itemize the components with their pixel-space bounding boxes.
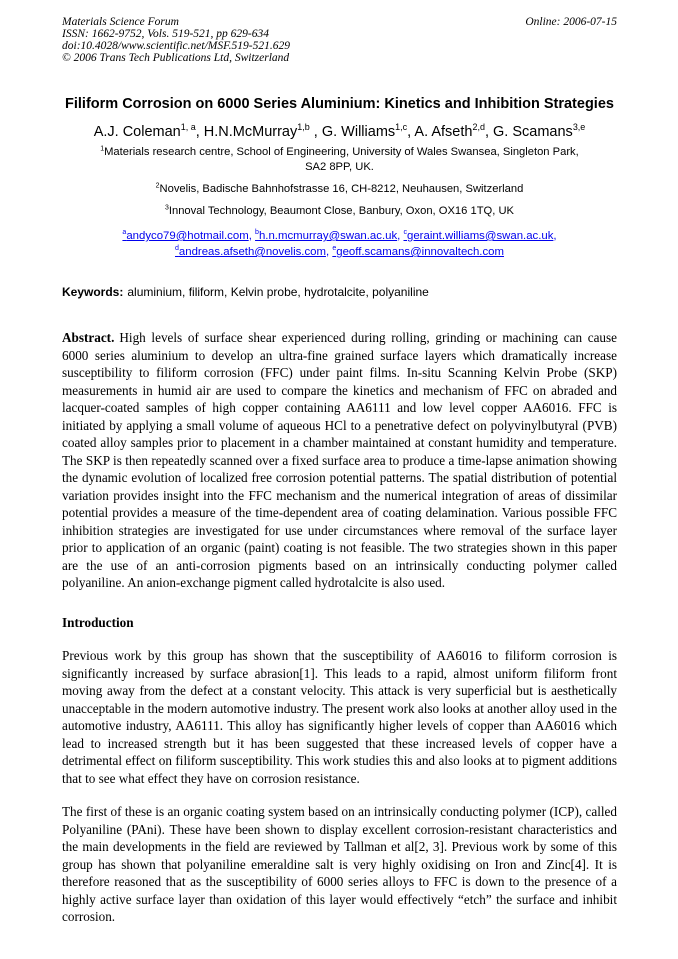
email-line-1 xyxy=(62,228,617,244)
author-name: A.J. Coleman xyxy=(93,124,181,140)
author-affil-sup: 3,e xyxy=(572,122,586,133)
author xyxy=(204,124,322,140)
email-separator: , xyxy=(325,246,333,258)
email-address: geraint.williams@swan.ac.uk xyxy=(407,230,554,242)
email-link[interactable] xyxy=(403,230,553,242)
keywords-label: Keywords: xyxy=(62,285,124,299)
email-link[interactable] xyxy=(255,230,397,242)
abstract-label: Abstract. xyxy=(62,330,115,345)
email-sup: d xyxy=(175,245,179,253)
author-separator: , xyxy=(195,124,204,140)
abstract-paragraph xyxy=(62,329,617,592)
email-separator: , xyxy=(397,230,404,242)
affiliation-sup: 1 xyxy=(100,145,105,153)
affiliation-3 xyxy=(90,204,590,219)
paper-title: Filiform Corrosion on 6000 Series Aluminium: Kinetics and Inhibition Strategies xyxy=(65,96,614,112)
affiliation-text: Novelis, Badische Bahnhofstrasse 16, CH-8212, Neuhausen, Switzerland xyxy=(159,183,524,195)
keywords-text: aluminium, filiform, Kelvin probe, hydrotalcite, polyaniline xyxy=(127,285,429,299)
intro-paragraph-2: The first of these is an organic coating system based on an intrinsically conducting polymer (ICP), called Polyaniline (PAni). These have been shown to display excellent corrosion-resistant characteristics and the main developments in the field are reviewed by Tallman et al[2, 3]. Previous work by some of this group has shown that polyaniline emeraldine salt is very highly oxidising on Iron and Zinc[4]. It is therefore reasoned that as the susceptibility of 6000 series alloys to FFC is down to the presence of a highly active surface layer than oxidation of this layer would effectively “etch” the surface and inhibit corrosion. xyxy=(62,804,617,924)
affiliation-sup: 2 xyxy=(155,182,160,190)
email-sup: c xyxy=(403,229,408,237)
author-line xyxy=(62,122,617,142)
journal-name: Materials Science Forum xyxy=(62,16,179,28)
email-line-2 xyxy=(62,244,617,260)
author-name: H.N.McMurray xyxy=(203,124,298,140)
email-link[interactable] xyxy=(332,246,504,258)
email-separator: , xyxy=(553,230,557,242)
author-affil-sup: 1,b xyxy=(297,122,310,133)
email-sup: e xyxy=(332,245,337,253)
issn-line: ISSN: 1662-9752, Vols. 519-521, pp 629-634 xyxy=(62,28,269,40)
email-separator: , xyxy=(248,230,256,242)
keywords-line xyxy=(62,285,617,300)
email-sup: a xyxy=(122,229,127,237)
section-heading-introduction: Introduction xyxy=(62,614,134,630)
email-address: andyco79@hotmail.com xyxy=(126,230,249,242)
author-name: A. Afseth xyxy=(414,124,473,140)
author-separator: , xyxy=(484,124,494,140)
author xyxy=(94,124,204,140)
journal-info-block xyxy=(62,17,290,65)
affiliation-text: Materials research centre, School of Engineering, University of Wales Swansea, Singleton Park, SA2 8PP, UK. xyxy=(104,146,579,173)
copyright-line: © 2006 Trans Tech Publications Ltd, Switzerland xyxy=(62,52,290,64)
author-separator: , xyxy=(309,124,322,140)
email-sup: b xyxy=(255,229,259,237)
intro-paragraph-1: Previous work by this group has shown that the susceptibility of AA6016 to filiform corrosion is significantly increased by surface abrasion[1]. This leads to a rapid, almost uniform filiform front moving away from the defect at a constant velocity. This attack is very superficial but is aesthetically unacceptable in the modern automotive industry. The present work also looks at another alloy used in the automotive industry, AA6111. This alloy has significantly higher levels of copper than AA6016 which lead to increased strength but it has been suggested that these increased levels of copper have a detrimental effect on filiform susceptibility. This work studies this and also looks at to pigment additions that to see what effect they have on corrosion resistance. xyxy=(62,648,617,786)
author-affil-sup: 1, a xyxy=(180,122,196,133)
affiliation-sup: 3 xyxy=(165,204,169,212)
author-name: G. Scamans xyxy=(493,124,573,140)
affiliation-1 xyxy=(90,145,590,175)
affiliations-block xyxy=(62,145,617,219)
email-link[interactable] xyxy=(175,246,326,258)
abstract-text: High levels of surface shear experienced during rolling, grinding or machining can cause 6000 series aluminium to develop an ultra-fine grained surface layers which dramatically increase susceptibility to filiform corrosion (FFC) under paint films. In-situ Scanning Kelvin Probe (SKP) measurements in humid air are used to compare the kinetics and mechanism of FFC on abraded and lacquer-coated samples of high copper containing AA6111 and low level copper AA6016. FFC is initiated by applying a small volume of aqueous HCl to a penetrative defect on polyvinylbutyral (PVB) coated alloy samples prior to placement in a chamber maintained at constant humidity and temperature. The SKP is then repeatedly scanned over a fixed surface area to produce a time-lapse animation showing the dynamic evolution of localized free corrosion potential patterns. The spatial distribution of potential variation provides insight into the FFC mechanism and the numerical integration of areas of dissimilar potential provides a measure of the time-dependent area of coating delamination. Various possible FFC inhibition strategies are investigated for use under circumstances where removal of the surface layer prior to application of an organic (paint) coating is not feasible. The two strategies shown in this paper are the use of an anti-corrosion pigments based on an intrinsically conducting polymer called polyaniline. An anion-exchange pigment called hydrotalcite is also used. xyxy=(62,330,617,590)
online-date: Online: 2006-07-15 xyxy=(525,16,617,28)
author xyxy=(322,124,415,140)
author-separator: , xyxy=(407,124,415,140)
author-name: G. Williams xyxy=(321,124,396,140)
email-links-block xyxy=(62,228,617,260)
author-affil-sup: 1,c xyxy=(395,122,408,133)
email-address: andreas.afseth@novelis.com xyxy=(178,246,326,258)
doi-line: doi:10.4028/www.scientific.net/MSF.519-521.629 xyxy=(62,40,290,52)
author xyxy=(414,124,493,140)
author-affil-sup: 2,d xyxy=(472,122,485,133)
affiliation-2 xyxy=(90,182,590,197)
email-address: h.n.mcmurray@swan.ac.uk xyxy=(258,230,398,242)
email-link[interactable] xyxy=(122,230,248,242)
publication-header xyxy=(62,17,617,65)
affiliation-text: Innoval Technology, Beaumont Close, Banbury, Oxon, OX16 1TQ, UK xyxy=(168,205,514,217)
email-address: geoff.scamans@innovaltech.com xyxy=(336,246,504,258)
author xyxy=(493,124,585,140)
